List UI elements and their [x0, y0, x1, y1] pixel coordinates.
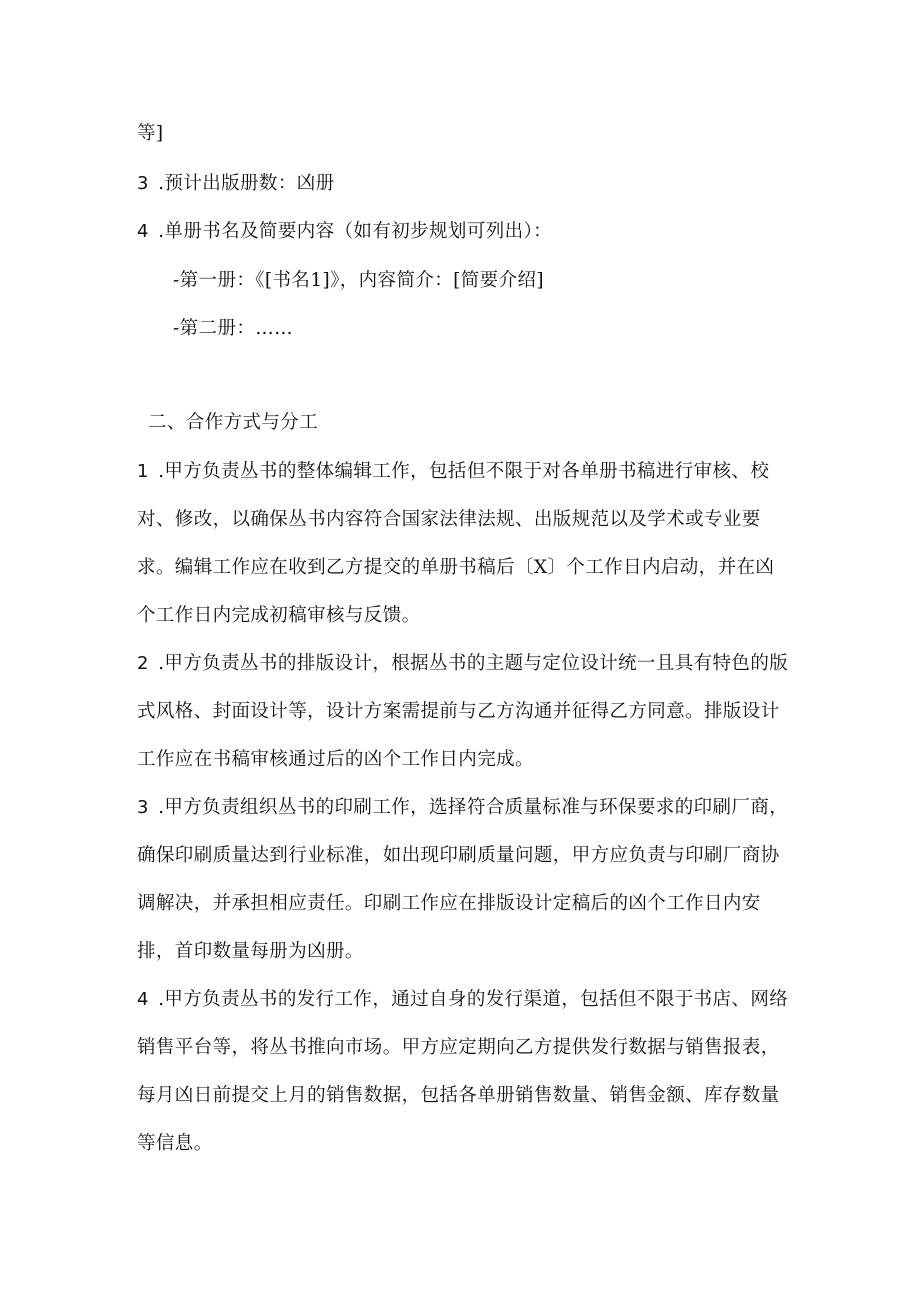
item-number: 4 — [137, 989, 149, 1010]
sub-list-item — [173, 269, 544, 293]
list-item — [137, 652, 788, 676]
list-item — [137, 988, 788, 1012]
text-line — [137, 892, 761, 916]
text-line — [137, 940, 364, 964]
line-text: 求。编辑工作应在收到乙方提交的单册书稿后〔X〕个工作日内启动，并在凶 — [137, 557, 775, 578]
text-line — [137, 748, 534, 772]
line-text: 工作应在书稿审核通过后的凶个工作日内完成。 — [137, 749, 534, 770]
text-line — [137, 700, 780, 724]
item-number: 4 — [137, 221, 149, 242]
list-item — [137, 172, 335, 196]
line-text: 等信息。 — [137, 1133, 213, 1154]
text-line — [137, 1036, 780, 1060]
text-line — [137, 844, 780, 868]
line-text: .单册书名及简要内容（如有初步规划可列出）： — [151, 221, 553, 242]
line-text: .甲方负责丛书的发行工作，通过自身的发行渠道，包括但不限于书店、网络 — [151, 989, 789, 1010]
line-text: 二、合作方式与分工 — [148, 412, 319, 433]
text-line — [137, 508, 761, 532]
text-line — [137, 604, 421, 628]
text-line — [137, 122, 164, 146]
line-text: 每月凶日前提交上月的销售数据，包括各单册销售数量、销售金额、库存数量 — [137, 1085, 780, 1106]
line-text: 个工作日内完成初稿审核与反馈。 — [137, 605, 421, 626]
item-number: 1 — [137, 461, 149, 482]
line-text: 对、修改，以确保丛书内容符合国家法律法规、出版规范以及学术或专业要 — [137, 509, 761, 530]
line-text: 等] — [137, 123, 164, 144]
line-text: .甲方负责丛书的整体编辑工作，包括但不限于对各单册书稿进行审核、校 — [151, 461, 770, 482]
line-text: -第一册：《[书名1]》，内容简介：[简要介绍] — [173, 270, 544, 291]
line-text: .甲方负责组织丛书的印刷工作，选择符合质量标准与环保要求的印刷厂商， — [151, 797, 789, 818]
text-line — [137, 1084, 780, 1108]
item-number: 2 — [137, 653, 149, 674]
line-text: 排，首印数量每册为凶册。 — [137, 941, 364, 962]
text-line — [137, 1132, 213, 1156]
line-text: -第二册：…… — [173, 318, 294, 339]
line-text: 确保印刷质量达到行业标准，如出现印刷质量问题，甲方应负责与印刷厂商协 — [137, 845, 780, 866]
line-text: .预计出版册数：凶册 — [151, 173, 335, 194]
text-line — [137, 556, 774, 580]
line-text: 调解决，并承担相应责任。印刷工作应在排版设计定稿后的凶个工作日内安 — [137, 893, 761, 914]
item-number: 3 — [137, 797, 149, 818]
list-item — [137, 796, 788, 820]
line-text: 式风格、封面设计等，设计方案需提前与乙方沟通并征得乙方同意。排版设计 — [137, 701, 780, 722]
line-text: .甲方负责丛书的排版设计，根据丛书的主题与定位设计统一且具有特色的版 — [151, 653, 789, 674]
sub-list-item — [173, 317, 293, 341]
list-item — [137, 220, 552, 244]
line-text: 销售平台等，将丛书推向市场。甲方应定期向乙方提供发行数据与销售报表， — [137, 1037, 780, 1058]
item-number: 3 — [137, 173, 149, 194]
list-item — [137, 460, 769, 484]
section-heading — [148, 411, 318, 435]
